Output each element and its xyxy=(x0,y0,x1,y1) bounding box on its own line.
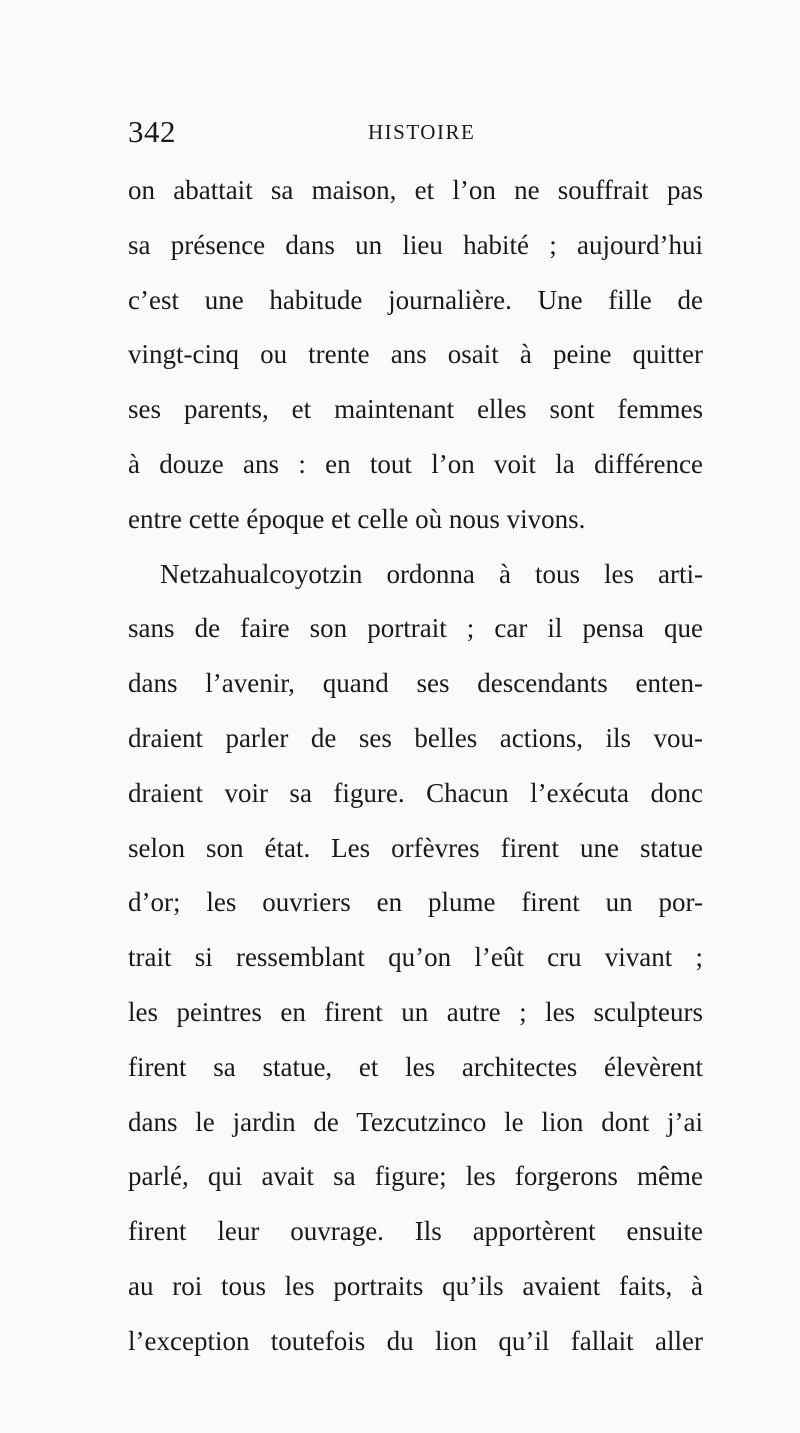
page-header xyxy=(128,112,698,152)
text-line: l’exception toutefois du lion qu’il fallait aller xyxy=(128,1325,703,1356)
text-line: d’or; les ouvriers en plume firent un por- xyxy=(128,887,703,918)
text-line: au roi tous les portraits qu’ils avaient faits, à xyxy=(128,1270,703,1301)
text-line: vingt-cinq ou trente ans osait à peine quitter xyxy=(128,339,703,370)
text-line: selon son état. Les orfèvres firent une statue xyxy=(128,832,703,863)
body-text xyxy=(128,168,703,1374)
text-line: sans de faire son portrait ; car il pensa que xyxy=(128,613,703,644)
running-head: HISTOIRE xyxy=(368,120,476,144)
text-line: draient voir sa figure. Chacun l’exécuta donc xyxy=(128,777,703,808)
text-line: les peintres en firent un autre ; les sculpteurs xyxy=(128,996,703,1027)
text-line: trait si ressemblant qu’on l’eût cru vivant ; xyxy=(128,942,703,973)
text-line: dans le jardin de Tezcutzinco le lion dont j’ai xyxy=(128,1106,703,1137)
text-line: Netzahualcoyotzin ordonna à tous les arti- xyxy=(160,558,703,589)
text-line: draient parler de ses belles actions, ils vou- xyxy=(128,722,703,753)
text-line: sa présence dans un lieu habité ; aujourd’hui xyxy=(128,229,703,260)
text-line: parlé, qui avait sa figure; les forgerons même xyxy=(128,1161,703,1192)
text-line: à douze ans : en tout l’on voit la différence xyxy=(128,448,703,479)
text-line: firent sa statue, et les architectes élevèrent xyxy=(128,1051,703,1082)
text-line: on abattait sa maison, et l’on ne souffrait pas xyxy=(128,175,703,205)
text-line: entre cette époque et celle où nous vivons. xyxy=(128,503,586,534)
text-line: dans l’avenir, quand ses descendants enten- xyxy=(128,668,703,699)
text-line: c’est une habitude journalière. Une fille de xyxy=(128,284,703,315)
text-line: ses parents, et maintenant elles sont femmes xyxy=(128,394,703,425)
text-line: firent leur ouvrage. Ils apportèrent ensuite xyxy=(128,1216,703,1247)
page-number: 342 xyxy=(128,114,176,149)
